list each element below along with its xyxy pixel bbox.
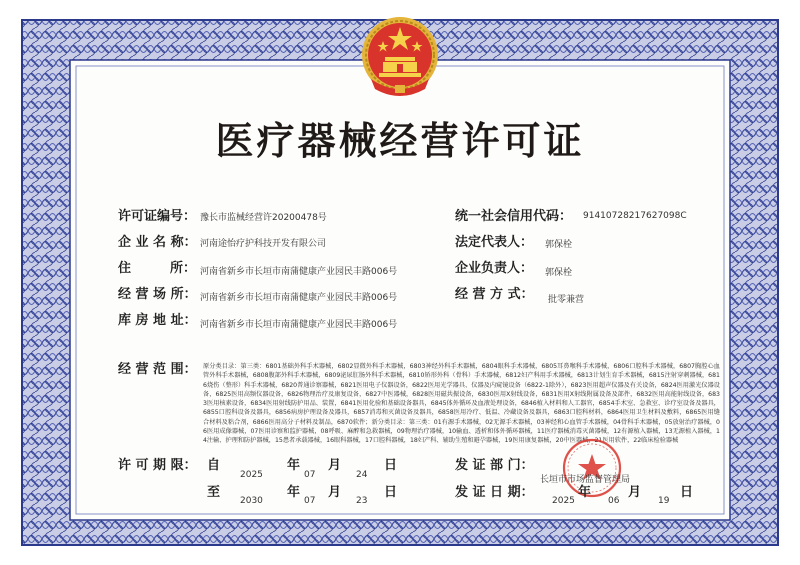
warehouse-label: 库 房 地 址： (118, 313, 197, 328)
official-seal-icon (546, 438, 638, 498)
license-no-value: 豫长市监械经营许20200478号 (200, 213, 327, 223)
company-label: 企 业 名 称： (118, 235, 197, 250)
mode-label: 经 营 方 式： (455, 287, 534, 302)
certificate-title: 医疗器械经营许可证 (215, 118, 585, 163)
address-value: 河南省新乡市长垣市南蒲健康产业园民丰路006号 (200, 267, 398, 277)
issue-year-char: 年 (578, 485, 592, 500)
issuer-label: 发 证 部 门： (455, 458, 534, 473)
from-month-char: 月 (328, 458, 342, 473)
from-month: 07 (304, 470, 316, 480)
from-day-char: 日 (384, 458, 398, 473)
scope-text: 原分类目录：第三类：6801基础外科手术器械，6802显微外科手术器械，6803神经外科手术器械，6804眼科手术器械，6805耳鼻喉科手术器械，6806口腔科手术器械，6807胸腔心血管外科手术器械，6808腹部外科手术器械，6809泌尿肛肠外科手术器械，6810矫形外科（骨科）手术器械，6812妇产科用手术器械，6813计划生育手术器械，6815注射穿刺器械，6816烧伤（整形）科手术器械，6820普通诊察器械，6821医用电子仪器设备，6822医用光学器具、仪器及内窥镜设备（6822-1除外），6823医用超声仪器及有关设备，6824医用激光仪器设备，6825医用高频仪器设备，6826物理治疗及康复设备，6827中医器械，6828医用磁共振设备，6830医用X射线设备，6831医用X射线附属设备及部件，6832医用高能射线设备，6833医用核素设备，6834医用射线防护用品、装置，6841医用化验和基础设备器具，6845体外循环及血液处理设备，6846植入材料和人工器官，6854手术室、急救室、诊疗室设备及器具，6855口腔科设备及器具，6856病房护理设备及器具，6857消毒和灭菌设备及器具，6858医用冷疗、低温、冷藏设备及器具，6863口腔科材料，6864医用卫生材料及敷料，6865医用缝合材料及粘合剂，6866医用高分子材料及制品，6870软件；新分类目录：第三类：01有源手术器械，02无源手术器械，03神经和心血管手术器械，04骨科手术器械，05放射治疗器械，06医用成像器械，07医用诊察和监护器械，08呼吸、麻醉和急救器械，09物理治疗器械，10输血、透析和体外循环器械，11医疗器械消毒灭菌器械，12有源植入器械，13无源植入器械，14注输、护理和防护器械，15患者承载器械，16眼科器械，17口腔科器械，18妇产科、辅助生殖和避孕器械，19医用康复器械，20中医器械，21医用软件，22临床检验器械 (203, 363, 720, 445)
issue-date-label: 发 证 日 期： (455, 485, 534, 500)
issue-day-char: 日 (680, 485, 694, 500)
company-value: 河南途怡疗护科技开发有限公司 (200, 239, 327, 249)
issue-month: 06 (608, 496, 620, 506)
to-char: 至 (207, 485, 221, 500)
address-label: 住 所： (118, 261, 197, 276)
from-year-char: 年 (287, 458, 301, 473)
from-year: 2025 (240, 470, 263, 480)
legal-rep-value: 郭保栓 (545, 240, 573, 250)
premises-value: 河南省新乡市长垣市南蒲健康产业园民丰路006号 (200, 293, 398, 303)
to-month-char: 月 (328, 485, 342, 500)
mode-value: 批零兼营 (548, 295, 585, 305)
scope-label: 经 营 范 围： (118, 362, 197, 377)
to-day-char: 日 (384, 485, 398, 500)
premises-label: 经 营 场 所： (118, 287, 197, 302)
credit-code-value: 91410728217627098C (583, 211, 687, 221)
issue-day: 19 (658, 496, 670, 506)
to-day: 23 (356, 496, 368, 506)
principal-value: 郭保栓 (545, 268, 573, 278)
from-day: 24 (356, 470, 368, 480)
validity-label: 许 可 期 限： (118, 458, 197, 473)
to-year: 2030 (240, 496, 263, 506)
to-year-char: 年 (287, 485, 301, 500)
national-emblem-icon (359, 15, 441, 101)
from-char: 自 (207, 458, 221, 473)
to-month: 07 (304, 496, 316, 506)
warehouse-value: 河南省新乡市长垣市南蒲健康产业园民丰路006号 (200, 320, 398, 330)
legal-rep-label: 法定代表人： (455, 235, 534, 250)
issue-month-char: 月 (628, 485, 642, 500)
principal-label: 企业负责人： (455, 261, 534, 276)
license-no-label: 许可证编号： (118, 209, 197, 224)
credit-code-label: 统一社会信用代码： (455, 209, 573, 224)
issue-year: 2025 (552, 496, 575, 506)
issuer-value: 长垣市市场监督管理局 (540, 475, 631, 485)
